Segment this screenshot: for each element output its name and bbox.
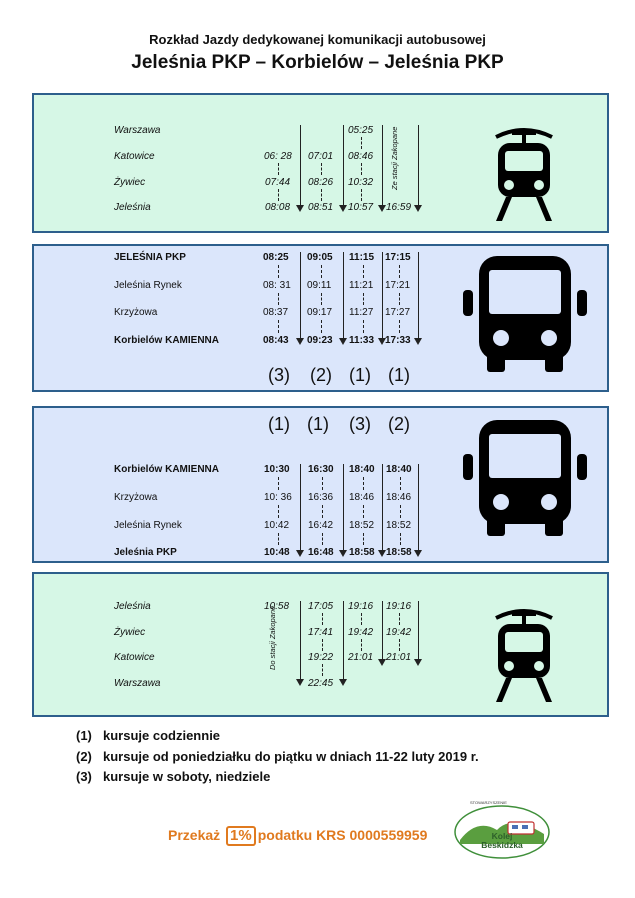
course-note: (2) <box>388 414 410 434</box>
connector <box>278 265 279 278</box>
stop-name: Katowice <box>114 652 155 663</box>
arrow-down-icon <box>378 550 386 557</box>
time-cell: 11:15 <box>349 252 375 263</box>
route-line <box>382 252 383 338</box>
destination-note: Do stacji Zakopane <box>268 605 277 670</box>
legend-text: kursuje od poniedziałku do piątku w dniach 11-22 luty 2019 r. <box>103 749 479 764</box>
course-note: (2) <box>310 365 332 385</box>
time-cell: 17:33 <box>385 335 411 346</box>
stop-name: JELEŚNIA PKP <box>114 252 186 263</box>
course-note: (3) <box>349 414 371 434</box>
arrow-down-icon <box>339 338 347 345</box>
tram-icon <box>492 604 556 704</box>
connector <box>278 533 279 545</box>
arrow-down-icon <box>296 205 304 212</box>
connector <box>321 163 322 175</box>
tax-suffix: podatku KRS 0000559959 <box>257 827 428 843</box>
stop-name: Jeleśnia <box>114 202 151 213</box>
stop-name: Korbielów KAMIENNA <box>114 335 219 346</box>
legend-number: (2) <box>76 749 92 764</box>
kolej-beskidzka-logo <box>452 800 552 860</box>
stop-name: Katowice <box>114 151 155 162</box>
route-line <box>382 464 383 550</box>
time-cell: 10:48 <box>264 547 290 558</box>
arrow-down-icon <box>339 550 347 557</box>
connector <box>278 163 279 175</box>
time-cell: 17:05 <box>308 601 334 612</box>
time-cell: 19:16 <box>348 601 374 612</box>
train-departure-panel <box>32 572 609 717</box>
connector <box>363 533 364 545</box>
time-cell: 08: 31 <box>263 280 291 291</box>
bus-icon <box>461 418 589 538</box>
time-cell: 06: 28 <box>264 151 292 162</box>
time-cell: 08:37 <box>263 307 289 318</box>
time-cell: 08:51 <box>308 202 334 213</box>
time-cell: 09:17 <box>307 307 333 318</box>
connector <box>363 265 364 278</box>
connector <box>321 293 322 305</box>
arrow-down-icon <box>296 679 304 686</box>
time-cell: 17:21 <box>385 280 411 291</box>
time-cell: 10:58 <box>264 601 290 612</box>
course-note: (3) <box>268 365 290 385</box>
connector <box>322 477 323 490</box>
time-cell: 08:25 <box>263 252 289 263</box>
origin-note: Ze stacji Zakopane <box>390 126 399 190</box>
time-cell: 19:42 <box>386 627 412 638</box>
course-note: (1) <box>307 414 329 434</box>
page-title: Jeleśnia PKP – Korbielów – Jeleśnia PKP <box>131 52 504 73</box>
connector <box>278 189 279 201</box>
connector <box>321 320 322 333</box>
connector <box>361 163 362 175</box>
arrow-down-icon <box>339 679 347 686</box>
stop-name: Jeleśnia <box>114 601 151 612</box>
route-line <box>382 601 383 659</box>
route-line <box>418 601 419 659</box>
time-cell: 10:30 <box>264 464 290 475</box>
connector <box>361 137 362 149</box>
course-note: (1) <box>268 414 290 434</box>
stop-name: Jeleśnia Rynek <box>114 280 182 291</box>
route-line <box>418 125 419 205</box>
time-cell: 18:40 <box>349 464 375 475</box>
route-line <box>343 601 344 679</box>
route-line <box>343 252 344 338</box>
stop-name: Warszawa <box>114 678 161 689</box>
time-cell: 21:01 <box>386 652 412 663</box>
arrow-down-icon <box>378 659 386 666</box>
legend-number: (3) <box>76 769 92 784</box>
time-cell: 18:40 <box>386 464 412 475</box>
connector <box>322 533 323 545</box>
connector <box>400 477 401 490</box>
connector <box>363 477 364 490</box>
time-cell: 10:57 <box>348 202 374 213</box>
time-cell: 17:27 <box>385 307 411 318</box>
bus-return-panel <box>32 406 609 563</box>
time-cell: 08:43 <box>263 335 289 346</box>
connector <box>400 505 401 518</box>
route-line <box>343 464 344 550</box>
legend-item <box>76 749 479 764</box>
stop-name: Jeleśnia Rynek <box>114 520 182 531</box>
tax-prefix: Przekaż <box>168 827 221 843</box>
stop-name: Żywiec <box>114 627 146 638</box>
time-cell: 09:05 <box>307 252 333 263</box>
arrow-down-icon <box>339 205 347 212</box>
bus-icon <box>461 254 589 374</box>
stop-name: Żywiec <box>114 177 146 188</box>
time-cell: 11:21 <box>349 280 374 291</box>
one-percent-badge: 1% <box>226 826 256 846</box>
time-cell: 18:46 <box>349 492 375 503</box>
time-cell: 09:11 <box>307 280 332 291</box>
time-cell: 18:52 <box>349 520 375 531</box>
stop-name: Jeleśnia PKP <box>114 547 177 558</box>
arrow-down-icon <box>414 659 422 666</box>
subtitle: Rozkład Jazdy dedykowanej komunikacji autobusowej <box>149 32 486 47</box>
legend-text: kursuje w soboty, niedziele <box>103 769 271 784</box>
time-cell: 07:01 <box>308 151 334 162</box>
time-cell: 08:08 <box>265 202 291 213</box>
tram-icon <box>492 123 556 223</box>
connector <box>361 613 362 625</box>
course-note: (1) <box>349 365 371 385</box>
time-cell: 11:27 <box>349 307 374 318</box>
time-cell: 19:42 <box>348 627 374 638</box>
arrow-down-icon <box>296 550 304 557</box>
connector <box>400 533 401 545</box>
route-line <box>300 252 301 338</box>
time-cell: 18:46 <box>386 492 412 503</box>
connector <box>363 505 364 518</box>
logo-graphic <box>452 800 552 860</box>
connector <box>278 293 279 305</box>
time-cell: 10: 36 <box>264 492 292 503</box>
stop-name: Krzyżowa <box>114 492 158 503</box>
connector <box>322 613 323 625</box>
time-cell: 11:33 <box>349 335 375 346</box>
route-line <box>343 125 344 205</box>
time-cell: 16:59 <box>386 202 412 213</box>
route-line <box>300 601 301 679</box>
legend-item <box>76 728 220 743</box>
arrow-down-icon <box>378 205 386 212</box>
legend-text: kursuje codziennie <box>103 728 221 743</box>
stop-name: Warszawa <box>114 125 161 136</box>
time-cell: 19:22 <box>308 652 334 663</box>
time-cell: 05:25 <box>348 125 374 136</box>
time-cell: 18:58 <box>349 547 375 558</box>
connector <box>321 189 322 201</box>
connector <box>399 639 400 651</box>
connector <box>399 293 400 305</box>
connector <box>399 265 400 278</box>
connector <box>278 320 279 333</box>
train-arrival-panel <box>32 93 609 233</box>
connector <box>278 477 279 490</box>
connector <box>322 664 323 676</box>
arrow-down-icon <box>414 338 422 345</box>
time-cell: 07:44 <box>265 177 291 188</box>
time-cell: 16:42 <box>308 520 334 531</box>
time-cell: 16:48 <box>308 547 334 558</box>
time-cell: 16:36 <box>308 492 334 503</box>
route-line <box>300 125 301 205</box>
connector <box>322 505 323 518</box>
connector <box>321 265 322 278</box>
connector <box>278 505 279 518</box>
course-note: (1) <box>388 365 410 385</box>
connector <box>363 293 364 305</box>
legend-item <box>76 769 270 784</box>
connector <box>363 320 364 333</box>
route-line <box>418 464 419 550</box>
arrow-down-icon <box>414 550 422 557</box>
time-cell: 18:58 <box>386 547 412 558</box>
route-line <box>418 252 419 338</box>
arrow-down-icon <box>414 205 422 212</box>
bus-outbound-panel <box>32 244 609 392</box>
time-cell: 17:15 <box>385 252 411 263</box>
connector <box>361 189 362 201</box>
connector <box>322 639 323 651</box>
time-cell: 22:45 <box>308 678 334 689</box>
time-cell: 08:26 <box>308 177 334 188</box>
connector <box>361 639 362 651</box>
time-cell: 08:46 <box>348 151 374 162</box>
legend-number: (1) <box>76 728 92 743</box>
route-line <box>300 464 301 550</box>
connector <box>399 613 400 625</box>
route-line <box>382 125 383 205</box>
time-cell: 18:52 <box>386 520 412 531</box>
connector <box>399 320 400 333</box>
stop-name: Korbielów KAMIENNA <box>114 464 219 475</box>
time-cell: 09:23 <box>307 335 333 346</box>
stop-name: Krzyżowa <box>114 307 158 318</box>
time-cell: 10:32 <box>348 177 374 188</box>
time-cell: 10:42 <box>264 520 290 531</box>
logo-small-text: STOWARZYSZENIE <box>470 800 507 805</box>
time-cell: 19:16 <box>386 601 412 612</box>
time-cell: 21:01 <box>348 652 374 663</box>
arrow-down-icon <box>296 338 304 345</box>
time-cell: 17:41 <box>308 627 334 638</box>
logo-text: Kolej Beskidzka <box>481 831 523 850</box>
tax-appeal <box>168 826 427 846</box>
time-cell: 16:30 <box>308 464 334 475</box>
